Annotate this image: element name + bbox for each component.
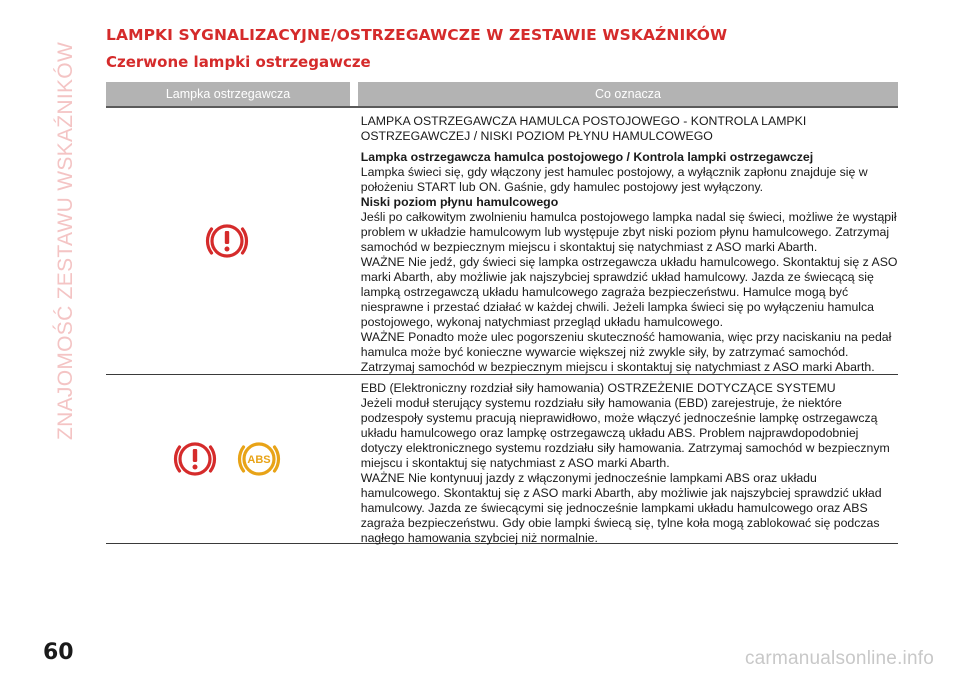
meaning-cell bbox=[357, 108, 898, 374]
table-header bbox=[106, 82, 898, 106]
warning-icons-cell bbox=[106, 375, 349, 543]
table-row bbox=[106, 108, 898, 375]
row-paragraph: Jeżeli moduł sterujący systemu rozdziału siły hamowania (EBD) zarejestruje, że niektóre podzespoły systemu pracują nieprawidłowo, może włączyć jednocześnie lampkę ostrzegawczą układu hamulcowego oraz lampkę ostrzegawczą układu ABS. Problem najprawdopodobniej dotyczy elektronicznego systemu rozdziału siły hamowania. Zatrzymaj samochód w bezpiecznym miejscu i skontaktuj się natychmiast z ASO marki Abarth. bbox=[360, 396, 890, 470]
row-paragraph: WAŻNE Nie jedź, gdy świeci się lampka ostrzegawcza układu hamulcowego. Skontaktuj się z ASO marki Abarth, aby możliwie jak najszybciej sprawdzić układ hamulcowy. Jazda ze świecącą się lampką ostrzegawczą układu hamulcowego zagraża bezpieczeństwu. Hamulce mogą być niesprawne i przestać działać w każdej chwili. Jeżeli lampka świeci się po wyłączeniu hamulca postojowego, wykonaj natychmiast przegląd układu hamulcowego. bbox=[360, 255, 898, 329]
meaning-cell bbox=[357, 375, 898, 543]
page-title: LAMPKI SYGNALIZACYJNE/OSTRZEGAWCZE W ZESTAWIE WSKAŹNIKÓW bbox=[106, 26, 728, 44]
row-paragraph: WAŻNE Ponadto może ulec pogorszeniu skuteczność hamowania, więc przy naciskaniu na pedał hamulca może być konieczne wywarcie większej niż zwykle siły, by zatrzymać samochód. Zatrzymaj samochód w bezpiecznym miejscu i skontaktuj się natychmiast z ASO marki Abarth. bbox=[360, 330, 892, 374]
side-section-title-text: ZNAJOMOŚĆ ZESTAWU WSKAŹNIKÓW bbox=[54, 41, 77, 440]
warning-lights-table bbox=[106, 82, 898, 544]
header-meaning: Co oznacza bbox=[358, 82, 898, 106]
row-subheading: Niski poziom płynu hamulcowego bbox=[360, 195, 559, 209]
page-number: 60 bbox=[43, 640, 74, 665]
brake-warning-icon bbox=[203, 217, 251, 265]
row-paragraph: Lampka świeci się, gdy włączony jest hamulec postojowy, a wyłącznik zapłonu znajduje się w położeniu START lub ON. Gaśnie, gdy hamulec postojowy jest wyłączony. bbox=[360, 165, 868, 194]
table-row bbox=[106, 375, 898, 544]
row-lead-text: LAMPKA OSTRZEGAWCZA HAMULCA POSTOJOWEGO - KONTROLA LAMPKI OSTRZEGAWCZEJ / NISKI POZIOM PŁYNU HAMULCOWEGO bbox=[360, 114, 807, 143]
section-subtitle: Czerwone lampki ostrzegawcze bbox=[106, 53, 371, 71]
abs-icon bbox=[235, 435, 283, 483]
side-section-title bbox=[54, 41, 77, 460]
warning-icons-cell bbox=[106, 108, 349, 374]
row-paragraph: Jeśli po całkowitym zwolnieniu hamulca postojowego lampka nadal się świeci, możliwe że wystąpił problem w układzie hamulcowym lub występuje zbyt niski poziom płynu hamulcowego. Zatrzymaj samochód w bezpiecznym miejscu i skontaktuj się natychmiast z ASO marki Abarth. bbox=[360, 210, 897, 254]
watermark: carmanualsonline.info bbox=[744, 648, 934, 669]
row-paragraph: EBD (Elektroniczny rozdział siły hamowania) OSTRZEŻENIE DOTYCZĄCE SYSTEMU bbox=[360, 381, 836, 395]
abs-icon-label: ABS bbox=[247, 454, 271, 466]
header-warning-light: Lampka ostrzegawcza bbox=[106, 82, 350, 106]
row-paragraph: WAŻNE Nie kontynuuj jazdy z włączonymi jednocześnie lampkami ABS oraz układu hamulcowego. Skontaktuj się z ASO marki Abarth, aby możliwie jak najszybciej sprawdzić układ hamulcowy. Jazda ze świecącymi się jednocześnie lampkami układu hamulcowego oraz ABS zagraża bezpieczeństwu. Gdy obie lampki świecą się, tylne koła mogą zablokować się podczas nagłego hamowania szybciej niż normalnie. bbox=[360, 471, 882, 545]
brake-warning-icon bbox=[171, 435, 219, 483]
row-subheading: Lampka ostrzegawcza hamulca postojowego / Kontrola lampki ostrzegawczej bbox=[360, 150, 814, 164]
